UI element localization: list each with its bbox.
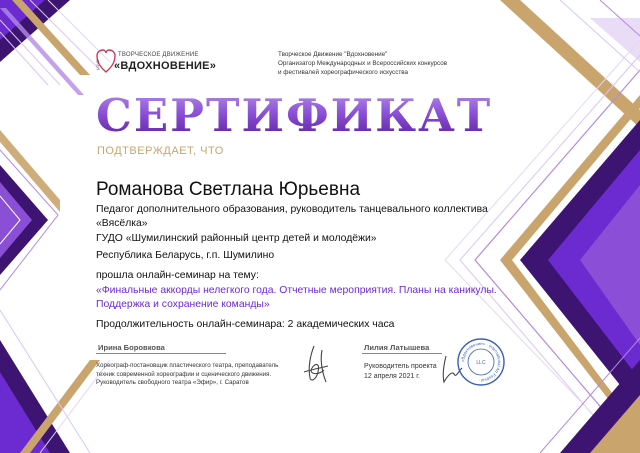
organizer-info <box>278 50 478 77</box>
seminar-intro: прошла онлайн-семинар на тему: <box>96 270 259 281</box>
signatory-role-line: Хореограф-постановщик пластического театра, преподаватель <box>96 362 279 369</box>
stamp-ring-text: «Вдохновение» · International Art Festival · <box>459 340 503 384</box>
recipient-name: Романова Светлана Юрьевна <box>96 179 361 200</box>
signatory-date: 12 апреля 2021 г. <box>364 373 420 380</box>
signatory-role-line: техник современной хореографии и сценического движения. <box>96 370 272 378</box>
recipient-location: Республика Беларусь, г.п. Шумилино <box>96 250 275 261</box>
seminar-topic-line1: «Финальные аккорды нелегкого года. Отчетные мероприятия. Планы на каникулы. <box>96 285 497 296</box>
certificate-subtitle: ПОДТВЕРЖДАЕТ, ЧТО <box>97 145 224 157</box>
logo-top-text: ТВОРЧЕСКОЕ ДВИЖЕНИЕ <box>118 52 199 58</box>
signatory-name: Ирина Боровкова <box>98 343 165 352</box>
signatory-name: Лилия Латышева <box>364 343 430 352</box>
left-middle-ornament <box>0 130 60 290</box>
signature-line <box>96 353 226 354</box>
logo-side-text: LOVE <box>95 59 100 70</box>
signatory-role <box>364 362 437 382</box>
recipient-position: Педагог дополнительного образования, руководитель танцевального коллектива <box>96 204 488 215</box>
recipient-collective: «Вясёлка» <box>96 218 148 229</box>
organization-logo <box>96 48 216 76</box>
seminar-topic-line2: Поддержка и сохранение команды» <box>96 299 270 310</box>
organizer-line: Организатор Международных и Всероссийских конкурсов <box>278 60 448 67</box>
stamp-seal <box>456 337 506 387</box>
top-left-ornament <box>0 0 110 95</box>
organizer-line: Творческое Движение "Вдохновение" <box>278 51 388 58</box>
recipient-institution: ГУДО «Шумилинский районный центр детей и молодёжи» <box>96 233 377 244</box>
bottom-left-ornament <box>0 310 110 453</box>
stamp-center-text: LLC <box>476 360 486 366</box>
signatory-role-line: Руководитель свободного театра «Эфир», г. Саратов <box>96 379 249 386</box>
heart-icon <box>96 48 116 74</box>
signature-line <box>362 353 442 354</box>
logo-main-text: «ВДОХНОВЕНИЕ» <box>114 60 217 72</box>
organizer-line: и фестивалей хореографического искусства <box>278 69 408 76</box>
certificate-title: СЕРТИФИКАТ <box>96 89 493 142</box>
signatory-role-line: Руководитель проекта <box>364 363 437 370</box>
signatory-role <box>96 362 278 388</box>
handwritten-signature <box>296 342 336 386</box>
seminar-duration: Продолжительность онлайн-семинара: 2 академических часа <box>96 319 395 330</box>
